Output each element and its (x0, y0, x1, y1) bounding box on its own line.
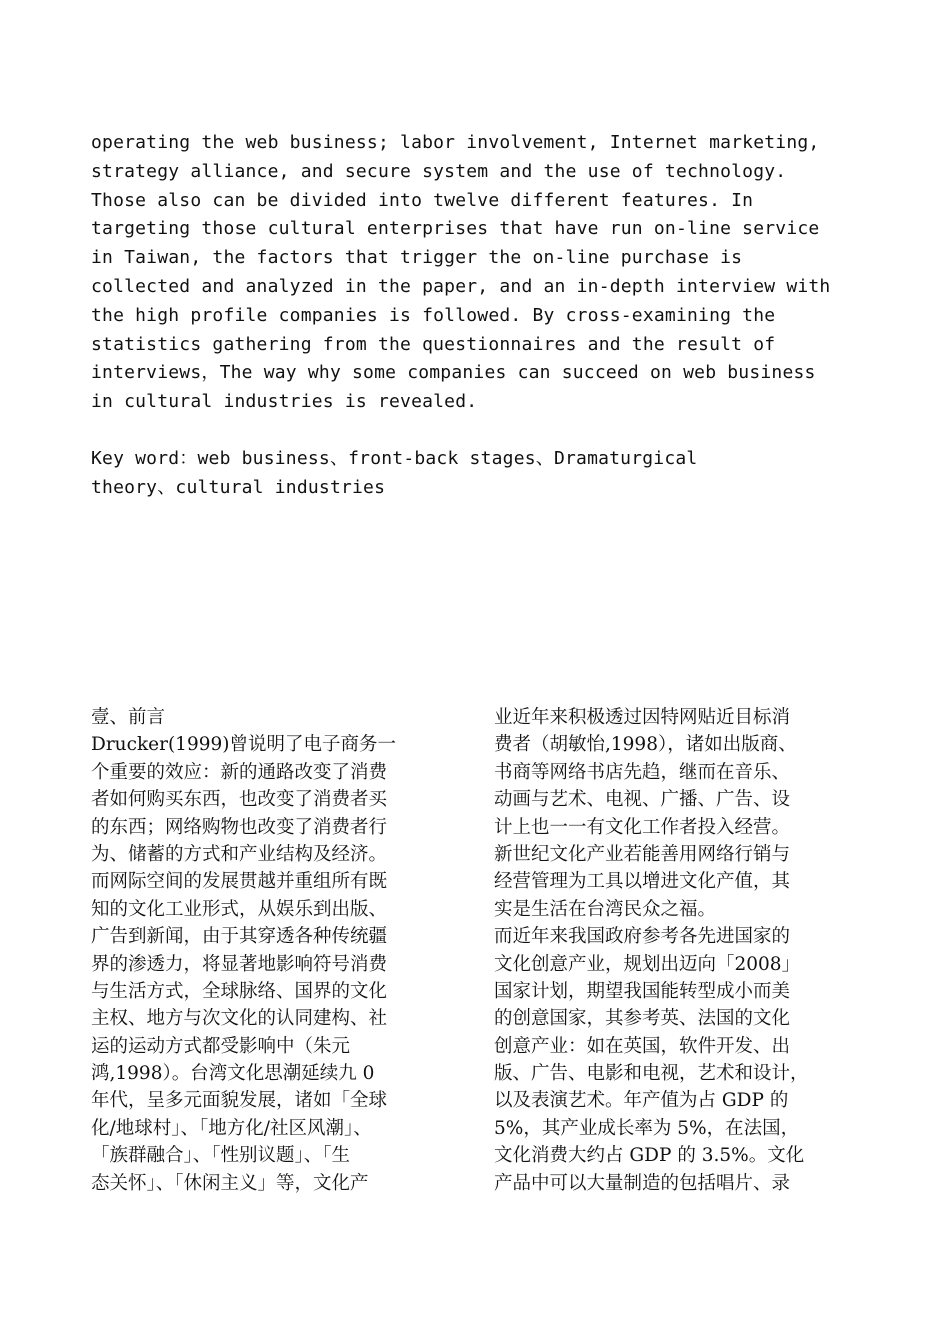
body-line: 「族群融合」、「性别议题」、「生 (91, 1145, 351, 1167)
keywords-line: theory、cultural industries (91, 476, 386, 498)
body-line: 动画与艺术、电视、广播、广告、设 (494, 789, 791, 811)
body-line: Drucker(1999)曾说明了电子商务一 (91, 734, 396, 756)
abstract-line: targeting those cultural enterprises that have run on-line service (91, 218, 820, 240)
body-line: 书商等网络书店先趋，继而在音乐、 (494, 761, 791, 783)
abstract-paragraph (91, 129, 871, 417)
body-line: 的东西；网络购物也改变了消费者行 (91, 816, 388, 838)
body-line: 界的渗透力，将显著地影响符号消费 (91, 953, 388, 975)
body-line: 的创意国家，其参考英、法国的文化 (494, 1008, 791, 1030)
body-line: 年代，呈多元面貌发展，诸如「全球 (91, 1090, 388, 1112)
abstract-line: collected and analyzed in the paper, and an in-depth interview with (91, 275, 831, 297)
body-line: 新世纪文化产业若能善用网络行销与 (494, 843, 791, 865)
keywords-paragraph (91, 445, 871, 503)
abstract-line: operating the web business; labor involvement, Internet marketing, (91, 132, 820, 153)
body-line: 创意产业：如在英国，软件开发、出 (494, 1035, 791, 1057)
body-line: 5%，其产业成长率为 5%，在法国， (494, 1117, 800, 1139)
body-left-column (91, 704, 461, 1197)
body-line: 化/地球村」、「地方化/社区风潮」、 (91, 1117, 372, 1139)
body-line: 业近年来积极透过因特网贴近目标消 (494, 707, 791, 728)
abstract-line: the high profile companies is followed. By cross-examining the (91, 304, 776, 326)
abstract-line: interviews，The way why some companies can succeed on web business (91, 362, 816, 384)
body-line: 广告到新闻，由于其穿透各种传统疆 (91, 926, 388, 948)
body-line: 实是生活在台湾民众之福。 (494, 898, 717, 920)
body-line: 态关怀」、「休闲主义」等，文化产 (91, 1172, 369, 1194)
abstract-line: in cultural industries is revealed. (91, 391, 478, 413)
body-line: 运的运动方式都受影响中（朱元 (91, 1035, 351, 1057)
body-right-column (494, 704, 866, 1197)
body-line: 为、储蓄的方式和产业结构及经济。 (91, 843, 388, 865)
abstract-line: in Taiwan, the factors that trigger the on-line purchase is (91, 247, 743, 269)
abstract-line: Those also can be divided into twelve different features. In (91, 189, 754, 211)
body-line: 版、广告、电影和电视，艺术和设计， (494, 1063, 809, 1085)
body-line: 知的文化工业形式，从娱乐到出版、 (91, 898, 388, 920)
section-heading: 壹、前言 (91, 707, 166, 728)
body-line: 费者（胡敏怡,1998），诸如出版商、 (494, 734, 797, 756)
body-line: 而近年来我国政府参考各先进国家的 (494, 926, 791, 948)
body-line: 文化创意产业，规划出迈向「2008」 (494, 953, 801, 975)
body-line: 产品中可以大量制造的包括唱片、录 (494, 1172, 791, 1194)
abstract-line: strategy alliance, and secure system and the use of technology. (91, 160, 787, 182)
body-line: 主权、地方与次文化的认同建构、社 (91, 1008, 388, 1030)
body-line: 计上也一一有文化工作者投入经营。 (494, 816, 791, 838)
abstract-line: statistics gathering from the questionnaires and the result of (91, 333, 776, 355)
body-line: 国家计划，期望我国能转型成小而美 (494, 980, 791, 1002)
body-line: 个重要的效应：新的通路改变了消费 (91, 761, 388, 783)
body-line: 与生活方式，全球脉络、国界的文化 (91, 980, 388, 1002)
body-line: 经营管理为工具以增进文化产值，其 (494, 871, 791, 893)
body-line: 者如何购买东西，也改变了消费者买 (91, 789, 388, 811)
keywords-line: Key word：web business、front-back stages、Dramaturgical (91, 448, 698, 469)
body-line: 鸿,1998）。台湾文化思潮延续九 0 (91, 1063, 375, 1085)
body-line: 以及表演艺术。年产值为占 GDP 的 (494, 1090, 789, 1112)
body-line: 文化消费大约占 GDP 的 3.5%。文化 (494, 1145, 805, 1167)
body-line: 而网际空间的发展贯越并重组所有既 (91, 871, 388, 893)
